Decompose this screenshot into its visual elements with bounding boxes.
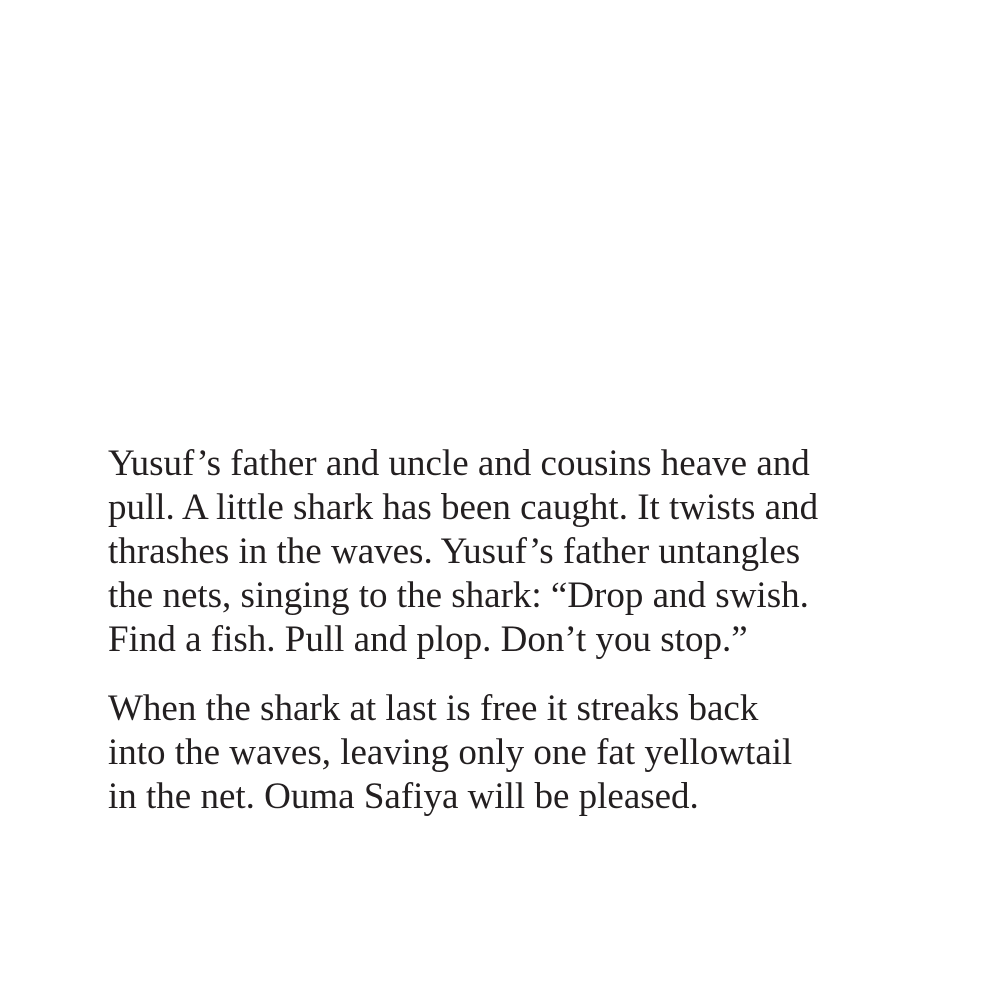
paragraph-spacer [108,662,908,687]
text-line: pull. A little shark has been caught. It twists and [108,487,819,528]
text-line: in the net. Ouma Safiya will be pleased. [108,776,699,817]
text-line: When the shark at last is free it streaks back [108,688,759,729]
text-line: Yusuf’s father and uncle and cousins heave and [108,443,810,484]
text-line: thrashes in the waves. Yusuf’s father untangles [108,531,801,572]
story-paragraph-1 [108,442,908,662]
text-line: Find a fish. Pull and plop. Don’t you stop.” [108,619,748,660]
story-paragraph-2 [108,687,908,819]
story-text [108,442,908,819]
text-line: the nets, singing to the shark: “Drop and swish. [108,575,809,616]
text-line: into the waves, leaving only one fat yellowtail [108,732,793,773]
